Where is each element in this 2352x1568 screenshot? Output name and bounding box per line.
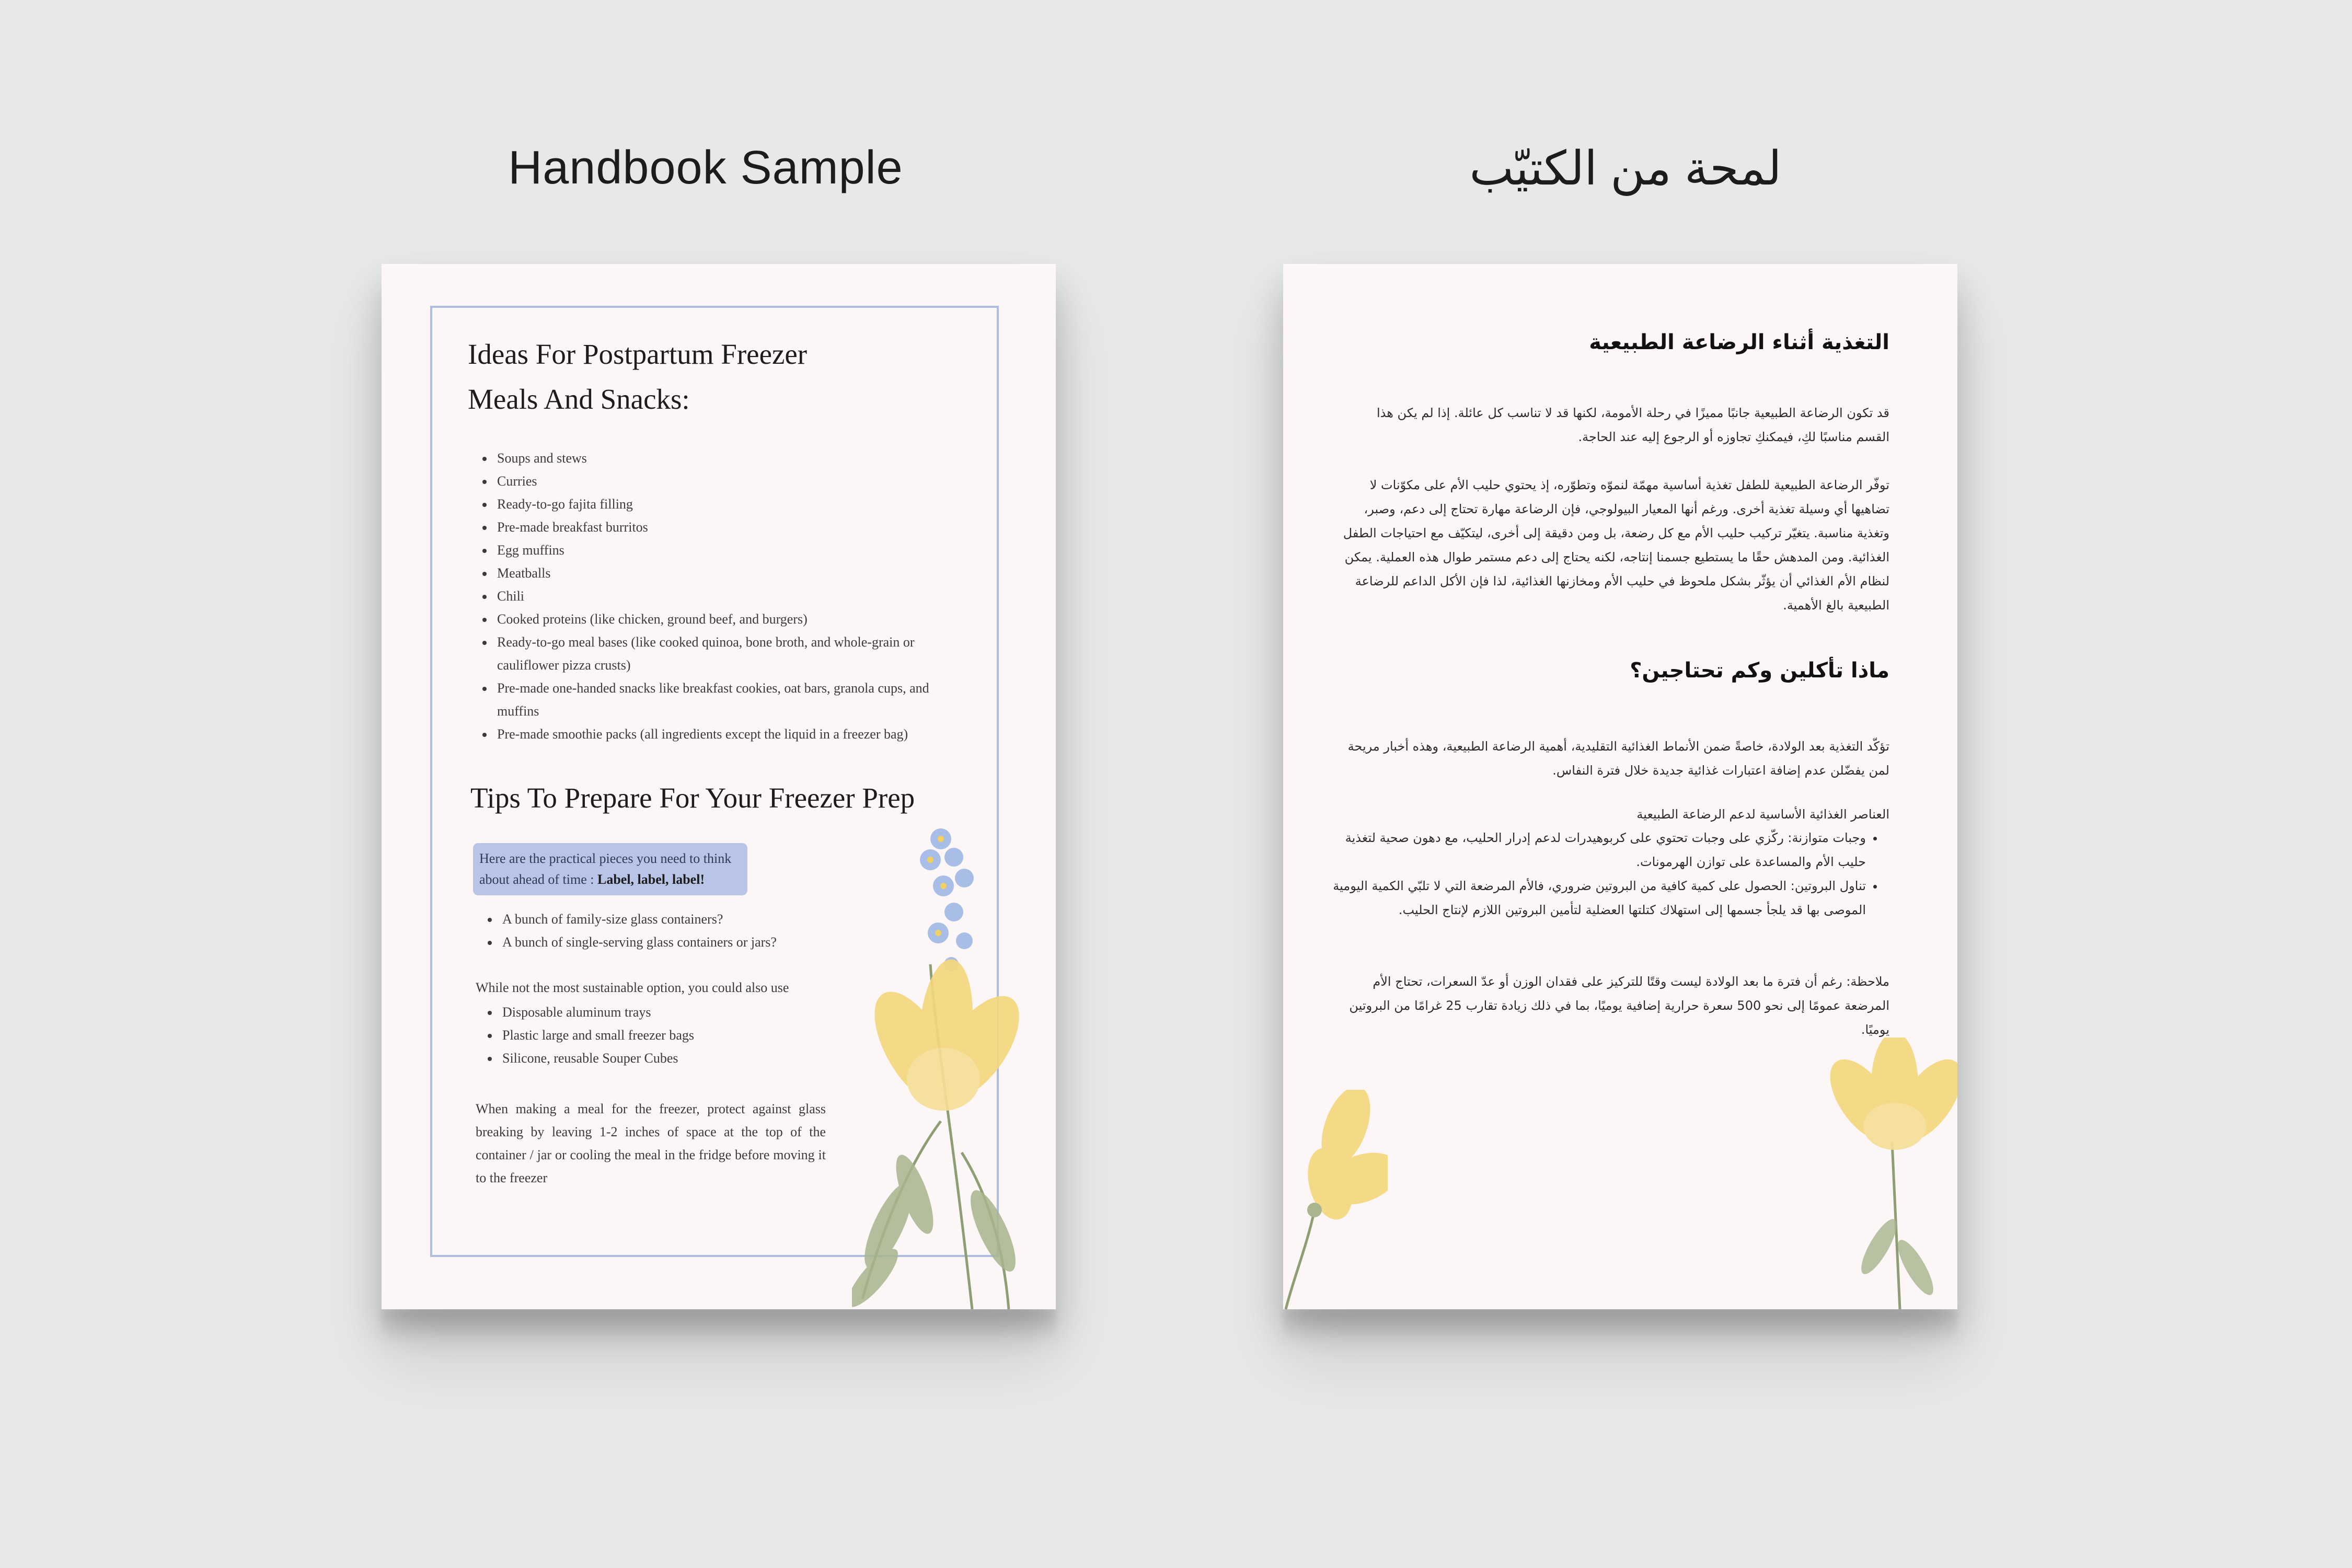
list-item: • وجبات متوازنة: ركّزي على وجبات تحتوي على كربوهيدرات لدعم إدرار الحليب، مع دهون صحية لتغذية حليب الأم والمساعدة على توازن الهرمونات. <box>1322 826 1866 874</box>
list-item: • Curries <box>494 470 938 493</box>
nutrients-list <box>1322 826 1889 922</box>
handbook-page-english <box>382 264 1056 1309</box>
list-item: • Pre-made breakfast burritos <box>494 516 938 539</box>
section-heading: ماذا تأكلين وكم تحتاجين؟ <box>1630 659 1889 683</box>
alternatives-list <box>473 1001 917 1070</box>
alternatives-intro: While not the most sustainable option, you could also use <box>476 980 789 995</box>
containers-list <box>473 908 917 954</box>
list-item: • Ready-to-go meal bases (like cooked quinoa, bone broth, and whole-grain or cauliflower pizza crusts) <box>494 631 938 677</box>
page-stack-shadow <box>1283 1309 1957 1341</box>
floral-illustration-icon <box>852 828 1056 1309</box>
note-paragraph: ملاحظة: رغم أن فترة ما بعد الولادة ليست وقتًا للتركيز على فقدان الوزن أو عدّ السعرات، تحتاج الأم المرضعة عمومًا إلى نحو 500 سعرة حرارية إضافية يوميًا، بما في ذلك زيادة تقارب 25 غرامًا من البروتين يوميًا. <box>1349 974 1889 1037</box>
list-item: • Meatballs <box>494 562 938 585</box>
list-item: • A bunch of single-serving glass containers or jars? <box>499 931 917 954</box>
paragraph: قد تكون الرضاعة الطبيعية جانبًا مميزًا في رحلة الأمومة، لكنها قد لا تناسب كل عائلة. إذا لم يكن هذا القسم مناسبًا لكِ، فيمكنكِ تجاوزه أو الرجوع إليه عند الحاجة. <box>1377 406 1889 444</box>
list-item: • A bunch of family-size glass containers? <box>499 908 917 931</box>
list-item: • Pre-made one-handed snacks like breakfast cookies, oat bars, granola cups, and muffins <box>494 677 938 723</box>
callout-box <box>473 843 747 895</box>
paragraph: توفّر الرضاعة الطبيعية للطفل تغذية أساسية مهمّة لنموّه وتطوّره، إذ يحتوي حليب الأم على مكوّنات لا تضاهيها أي وسيلة تغذية أخرى. ورغم أنها المعيار البيولوجي، فإن الرضاعة مهارة تحتاج إلى دعم، وصبر، وتغذية مناسبة. يتغيّر تركيب حليب الأم مع كل رضعة، بل ومن دقيقة إلى أخرى، ليتكيّف مع احتياجات الطفل الغذائية. ومن المدهش حقًا ما يستطيع جسمنا إنتاجه، لكنه يحتاج إلى دعم مستمر طوال هذه العملية. يمكن لنظام الأم الغذائي أن يؤثّر بشكل ملحوظ في حليب الأم ومخازنها الغذائية، لذا فإن الأكل الداعم للرضاعة الطبيعية بالغ الأهمية. <box>1343 478 1889 613</box>
list-heading: العناصر الغذائية الأساسية لدعم الرضاعة الطبيعية <box>1636 807 1889 822</box>
handbook-page-arabic <box>1283 264 1957 1309</box>
list-item: • Plastic large and small freezer bags <box>499 1024 917 1047</box>
list-item: • Chili <box>494 585 938 608</box>
paragraph: تؤكّد التغذية بعد الولادة، خاصةً ضمن الأنماط الغذائية التقليدية، أهمية الرضاعة الطبيعية، وهذه أخبار مريحة لمن يفضّلن عدم إضافة اعتبارات غذائية جديدة خلال فترة النفاس. <box>1347 739 1889 778</box>
section-heading: التغذية أثناء الرضاعة الطبيعية <box>1589 330 1889 354</box>
list-item: • Ready-to-go fajita filling <box>494 493 938 516</box>
list-item: • Soups and stews <box>494 447 938 470</box>
list-item: • Cooked proteins (like chicken, ground beef, and burgers) <box>494 608 938 631</box>
callout-bold-text: Label, label, label! <box>597 872 705 887</box>
freezer-ideas-list <box>468 447 938 746</box>
list-item: • Pre-made smoothie packs (all ingredients except the liquid in a freezer bag) <box>494 723 938 746</box>
list-item: • تناول البروتين: الحصول على كمية كافية من البروتين ضروري، فالأم المرضعة التي لا تلبّي الكمية اليومية الموصى بها قد يلجأ جسمها إلى استهلاك كتلتها العضلية لتأمين البروتين اللازم لإنتاج الحليب. <box>1322 874 1866 922</box>
callout-text: Here are the practical pieces you need to think about ahead of time : <box>479 851 732 887</box>
page-title: Ideas For Postpartum Freezer Meals And Snacks: <box>468 338 808 415</box>
caption-handbook-sample: Handbook Sample <box>508 142 903 194</box>
list-item: • Disposable aluminum trays <box>499 1001 917 1024</box>
yellow-flower-icon <box>1827 1037 1957 1309</box>
caption-arabic: لمحة من الكتيّب <box>1469 143 1782 195</box>
freezer-tip-paragraph: When making a meal for the freezer, protect against glass breaking by leaving 1-2 inches of space at the top of the container / jar or cooling the meal in the fridge before moving it to the freezer <box>476 1101 826 1185</box>
tips-heading: Tips To Prepare For Your Freezer Prep <box>470 782 915 814</box>
list-item: • Silicone, reusable Souper Cubes <box>499 1047 917 1070</box>
list-item: • Egg muffins <box>494 539 938 562</box>
page-stack-shadow <box>382 1309 1056 1341</box>
yellow-flower-icon <box>1283 1090 1388 1309</box>
